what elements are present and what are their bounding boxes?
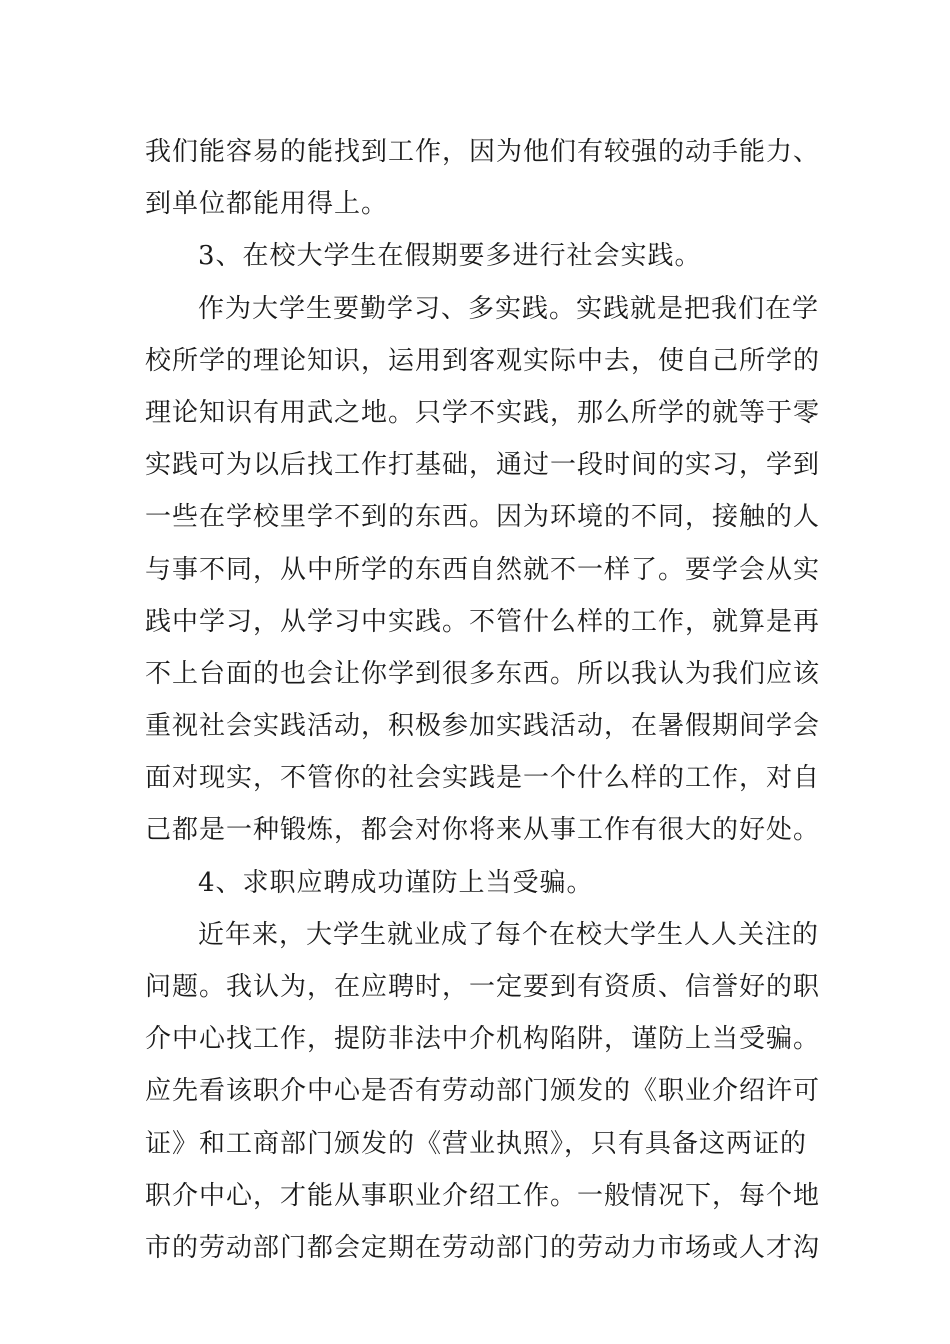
text-line: 市的劳动部门都会定期在劳动部门的劳动力市场或人才沟 (145, 1232, 821, 1263)
text-line: 面对现实，不管你的社会实践是一个什么样的工作，对自 (145, 763, 821, 794)
text-line: 职介中心，才能从事职业介绍工作。一般情况下，每个地 (145, 1180, 821, 1211)
text-line: 己都是一种锻炼，都会对你将来从事工作有很大的好处。 (145, 815, 821, 846)
section-heading-3: 3、在校大学生在假期要多进行社会实践。 (198, 241, 702, 272)
text-line: 问题。我认为，在应聘时，一定要到有资质、信誉好的职 (145, 972, 821, 1002)
text-line: 作为大学生要勤学习、多实践。实践就是把我们在学 (198, 293, 820, 324)
text-line: 我们能容易的能找到工作，因为他们有较强的动手能力、 (145, 137, 821, 167)
section-heading-4: 4、求职应聘成功谨防上当受骗。 (198, 867, 594, 898)
text-line: 与事不同，从中所学的东西自然就不一样了。要学会从实 (145, 554, 821, 585)
text-line: 近年来，大学生就业成了每个在校大学生人人关注的 (198, 919, 820, 950)
text-line: 理论知识有用武之地。只学不实践，那么所学的就等于零 (145, 397, 821, 428)
text-line: 校所学的理论知识，运用到客观实际中去，使自己所学的 (145, 345, 821, 376)
text-line: 不上台面的也会让你学到很多东西。所以我认为我们应该 (145, 658, 821, 689)
text-line: 一些在学校里学不到的东西。因为环境的不同，接触的人 (145, 502, 821, 533)
text-line: 重视社会实践活动，积极参加实践活动，在暑假期间学会 (145, 711, 821, 742)
text-line: 证》和工商部门颁发的《营业执照》，只有具备这两证的 (145, 1128, 808, 1159)
text-line: 介中心找工作，提防非法中介机构陷阱，谨防上当受骗。 (145, 1024, 821, 1055)
text-line: 实践可为以后找工作打基础，通过一段时间的实习，学到 (145, 450, 821, 481)
text-line: 践中学习，从学习中实践。不管什么样的工作，就算是再 (145, 606, 821, 637)
body-text (145, 126, 821, 1274)
text-line: 应先看该职介中心是否有劳动部门颁发的《职业介绍许可 (145, 1076, 821, 1107)
text-line: 到单位都能用得上。 (145, 189, 389, 220)
